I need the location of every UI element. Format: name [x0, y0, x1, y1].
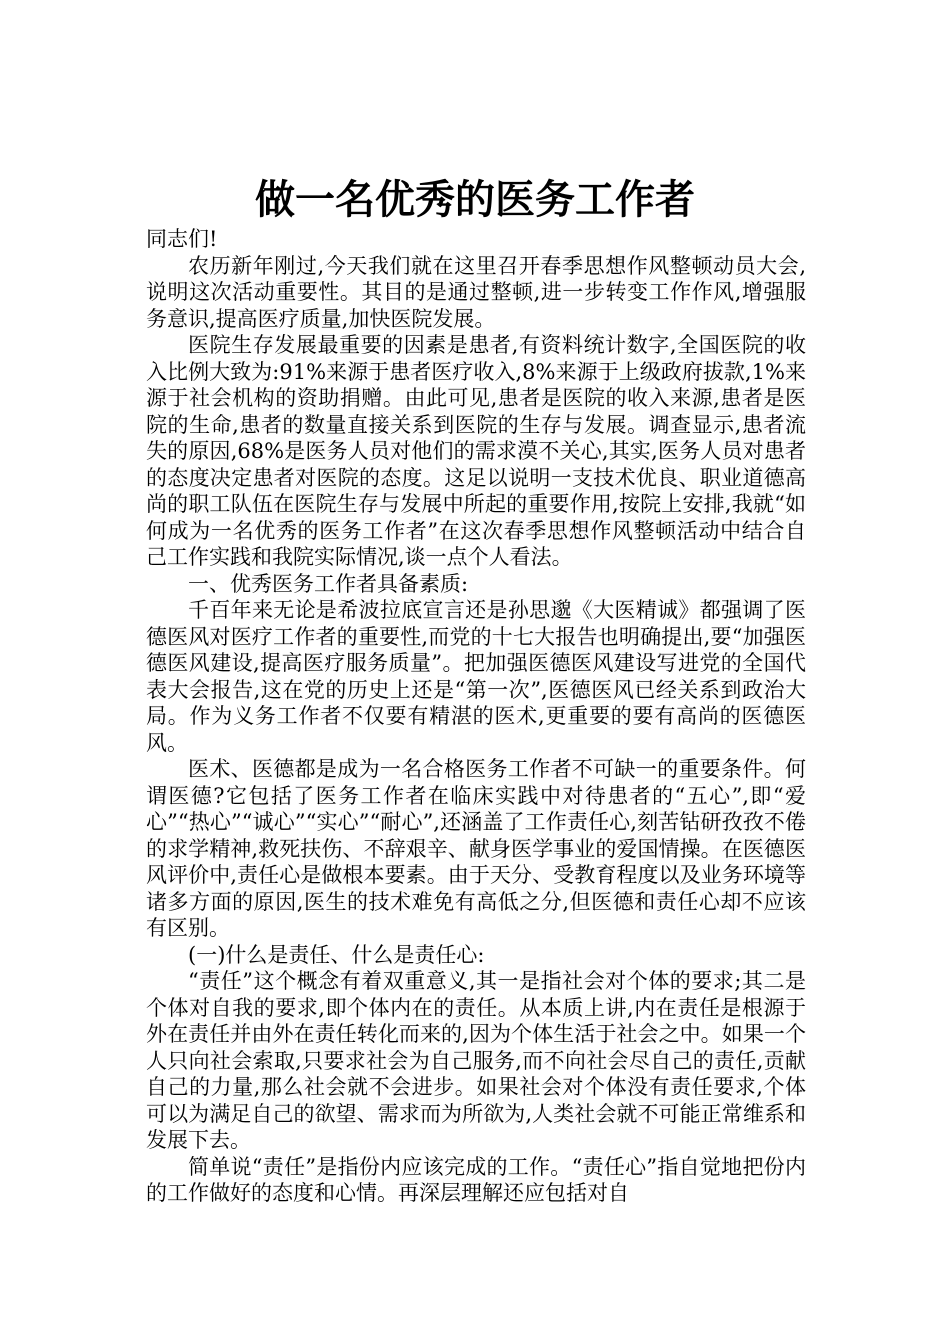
paragraph-skills-ethics: 医术、医德都是成为一名合格医务工作者不可缺一的重要条件。何谓医德?它包括了医务工作者在临床实践中对待患者的“五心”,即“爱心”“热心”“诚心”“实心”“耐心”,还涵盖了工作责任心,刻苦钻研孜孜不倦的求学精神,救死扶伤、不辞艰辛、献身医学事业的爱国情操。在医德医风评价中,责任心是做根本要素。由于天分、受教育程度以及业务环境等诸多方面的原因,医生的技术难免有高低之分,但医德和责任心却不应该有区别。: [146, 757, 806, 940]
salutation: 同志们!: [146, 227, 218, 251]
subsection-heading-responsibility: (一)什么是责任、什么是责任心:: [188, 942, 485, 967]
paragraph-responsibility-meaning: “责任”这个概念有着双重意义,其一是指社会对个体的要求;其二是个体对自我的要求,即个体内在的责任。从本质上讲,内在责任是根源于外在责任并由外在责任转化而来的,因为个体生活于社会之中。如果一个人只向社会索取,只要求社会为自己服务,而不向社会尽自己的责任,贡献自己的力量,那么社会就不会进步。如果社会对个体没有责任要求,个体可以为满足自己的欲望、需求而为所欲为,人类社会就不可能正常维系和发展下去。: [146, 969, 806, 1152]
document-title: 做一名优秀的医务工作者: [255, 176, 695, 223]
section-heading-qualities: 一、优秀医务工作者具备素质:: [188, 571, 469, 596]
paragraph-patients: 医院生存发展最重要的因素是患者,有资料统计数字,全国医院的收入比例大致为:91%来源于患者医疗收入,8%来源于上级政府拔款,1%来源于社会机构的资助捐赠。由此可见,患者是医院的收入来源,患者是医院的生命,患者的数量直接关系到医院的生存与发展。调查显示,患者流失的原因,68%是医务人员对他们的需求漠不关心,其实,医务人员对患者的态度决定患者对医院的态度。这足以说明一支技术优良、职业道德高尚的职工队伍在医院生存与发展中所起的重要作用,按院上安排,我就“如何成为一名优秀的医务工作者”在这次春季思想作风整顿活动中结合自己工作实践和我院实际情况,谈一点个人看法。: [146, 333, 806, 569]
paragraph-intro: 农历新年刚过,今天我们就在这里召开春季思想作风整顿动员大会,说明这次活动重要性。其目的是通过整顿,进一步转变工作作风,增强服务意识,提高医疗质量,加快医院发展。: [146, 253, 806, 331]
paragraph-responsibility-definition: 简单说“责任”是指份内应该完成的工作。“责任心”指自觉地把份内的工作做好的态度和心情。再深层理解还应包括对自: [146, 1154, 806, 1205]
document-body: [146, 226, 806, 1207]
paragraph-medical-ethics: 千百年来无论是希波拉底宣言还是孙思邈《大医精诚》都强调了医德医风对医疗工作者的重要性,而党的十七大报告也明确提出,要“加强医德医风建设,提高医疗服务质量”。把加强医德医风建设写进党的全国代表大会报告,这在党的历史上还是“第一次”,医德医风已经关系到政治大局。作为义务工作者不仅要有精湛的医术,更重要的要有高尚的医德医风。: [146, 598, 806, 755]
